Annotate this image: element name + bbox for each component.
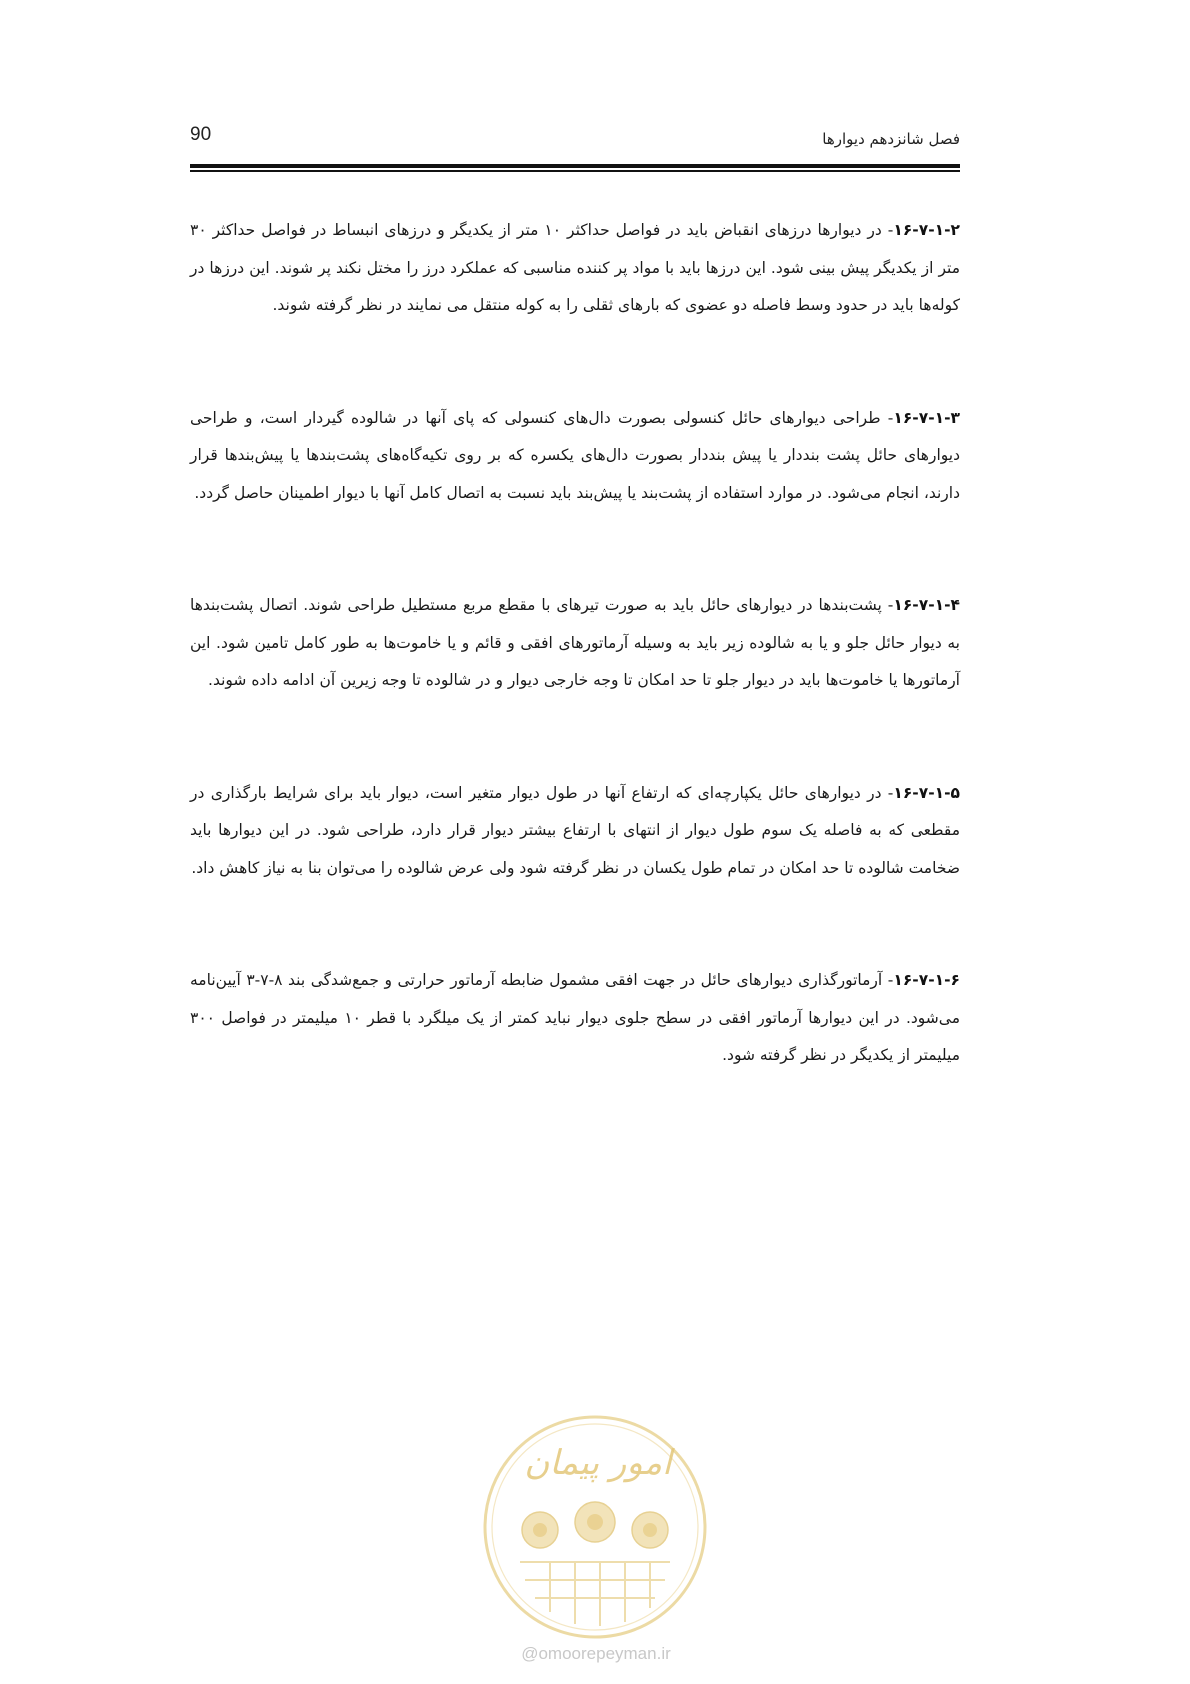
clause-number: ۱۶-۷-۱-۶ [893,971,960,989]
clause-number: ۱۶-۷-۱-۳ [893,408,960,427]
paragraph-text: - در دیوارهای حائل یکپارچه‌ای که ارتفاع آنها در طول دیوار متغیر است، دیوار باید برای شرایط بارگذاری در مقطعی که به فاصله یک سوم طول دیوار از انتهای با ارتفاع بیشتر دیوار قرار دارد، طراحی شود. در این دیوارها باید ضخامت شالوده تا حد امکان در تمام طول یکسان در نظر گرفته شود ولی عرض شالوده را می‌توان بنا به نیاز کاهش داد. [190,783,960,877]
clause-number: ۱۶-۷-۱-۲ [893,221,960,239]
seal-calligraphy: امور پیمان [524,1443,672,1483]
paragraph-text: - طراحی دیوارهای حائل کنسولی بصورت دال‌های کنسولی که پای آنها در شالوده گیردار است، و طراحی دیوارهای حائل پشت بنددار یا پیش بنددار بصورت دال‌های یکسره که بر روی تکیه‌گاه‌های پشت‌بندها یا پیش‌بندها قرار دارند، انجام می‌شود. در موارد استفاده از پشت‌بند یا پیش‌بند باید نسبت به اتصال کامل آنها با دیوار اطمینان حاصل گردد. [190,408,960,502]
page-number: 90 [190,124,212,145]
watermark-seal [480,1412,710,1642]
paragraph [190,587,960,700]
paragraph [190,400,960,513]
header-divider-thick [190,164,960,168]
clause-number: ۱۶-۷-۱-۴ [893,596,960,614]
paragraph [190,962,960,1075]
page-header [190,118,960,158]
header-divider-thin [190,170,960,172]
paragraph-text: - پشت‌بندها در دیوارهای حائل باید به صورت تیرهای با مقطع مربع مستطیل طراحی شوند. اتصال پشت‌بندها به دیوار حائل جلو و یا به شالوده زیر باید به وسیله آرماتورهای افقی و قائم و یا خاموت‌ها به طور کامل تامین شود. این آرماتورها یا خاموت‌ها باید در دیوار جلو تا حد امکان تا وجه خارجی دیوار و در شالوده تا وجه زیرین آن ادامه داده شوند. [190,596,960,689]
paragraph-text: - در دیوارها درزهای انقباض باید در فواصل حداکثر ۱۰ متر از یکدیگر و درزهای انبساط در فواصل حداکثر ۳۰ متر از یکدیگر پیش بینی شود. این درزها باید با مواد پر کننده مناسبی که عملکرد درز را مختل نکند پر شوند. این درزها در کوله‌ها باید در حدود وسط فاصله دو عضوی که بارهای ثقلی را به کوله منتقل می نمایند در نظر گرفته شوند. [190,221,960,314]
paragraph-text: - آرماتورگذاری دیوارهای حائل در جهت افقی مشمول ضابطه آرماتور حرارتی و جمع‌شدگی بند ۸-۷-۳ آیین‌نامه می‌شود. در این دیوارها آرماتور افقی در سطح جلوی دیوار نباید کمتر از یک میلگرد با قطر ۱۰ میلیمتر در فواصل ۳۰۰ میلیمتر از یکدیگر در نظر گرفته شود. [190,971,960,1064]
watermark-url: @omoorepeyman.ir [521,1644,671,1663]
paragraph [190,775,960,888]
body-text [190,212,960,1150]
chapter-title: فصل شانزدهم دیوارها [822,130,960,148]
paragraph [190,212,960,325]
clause-number: ۱۶-۷-۱-۵ [893,783,960,802]
